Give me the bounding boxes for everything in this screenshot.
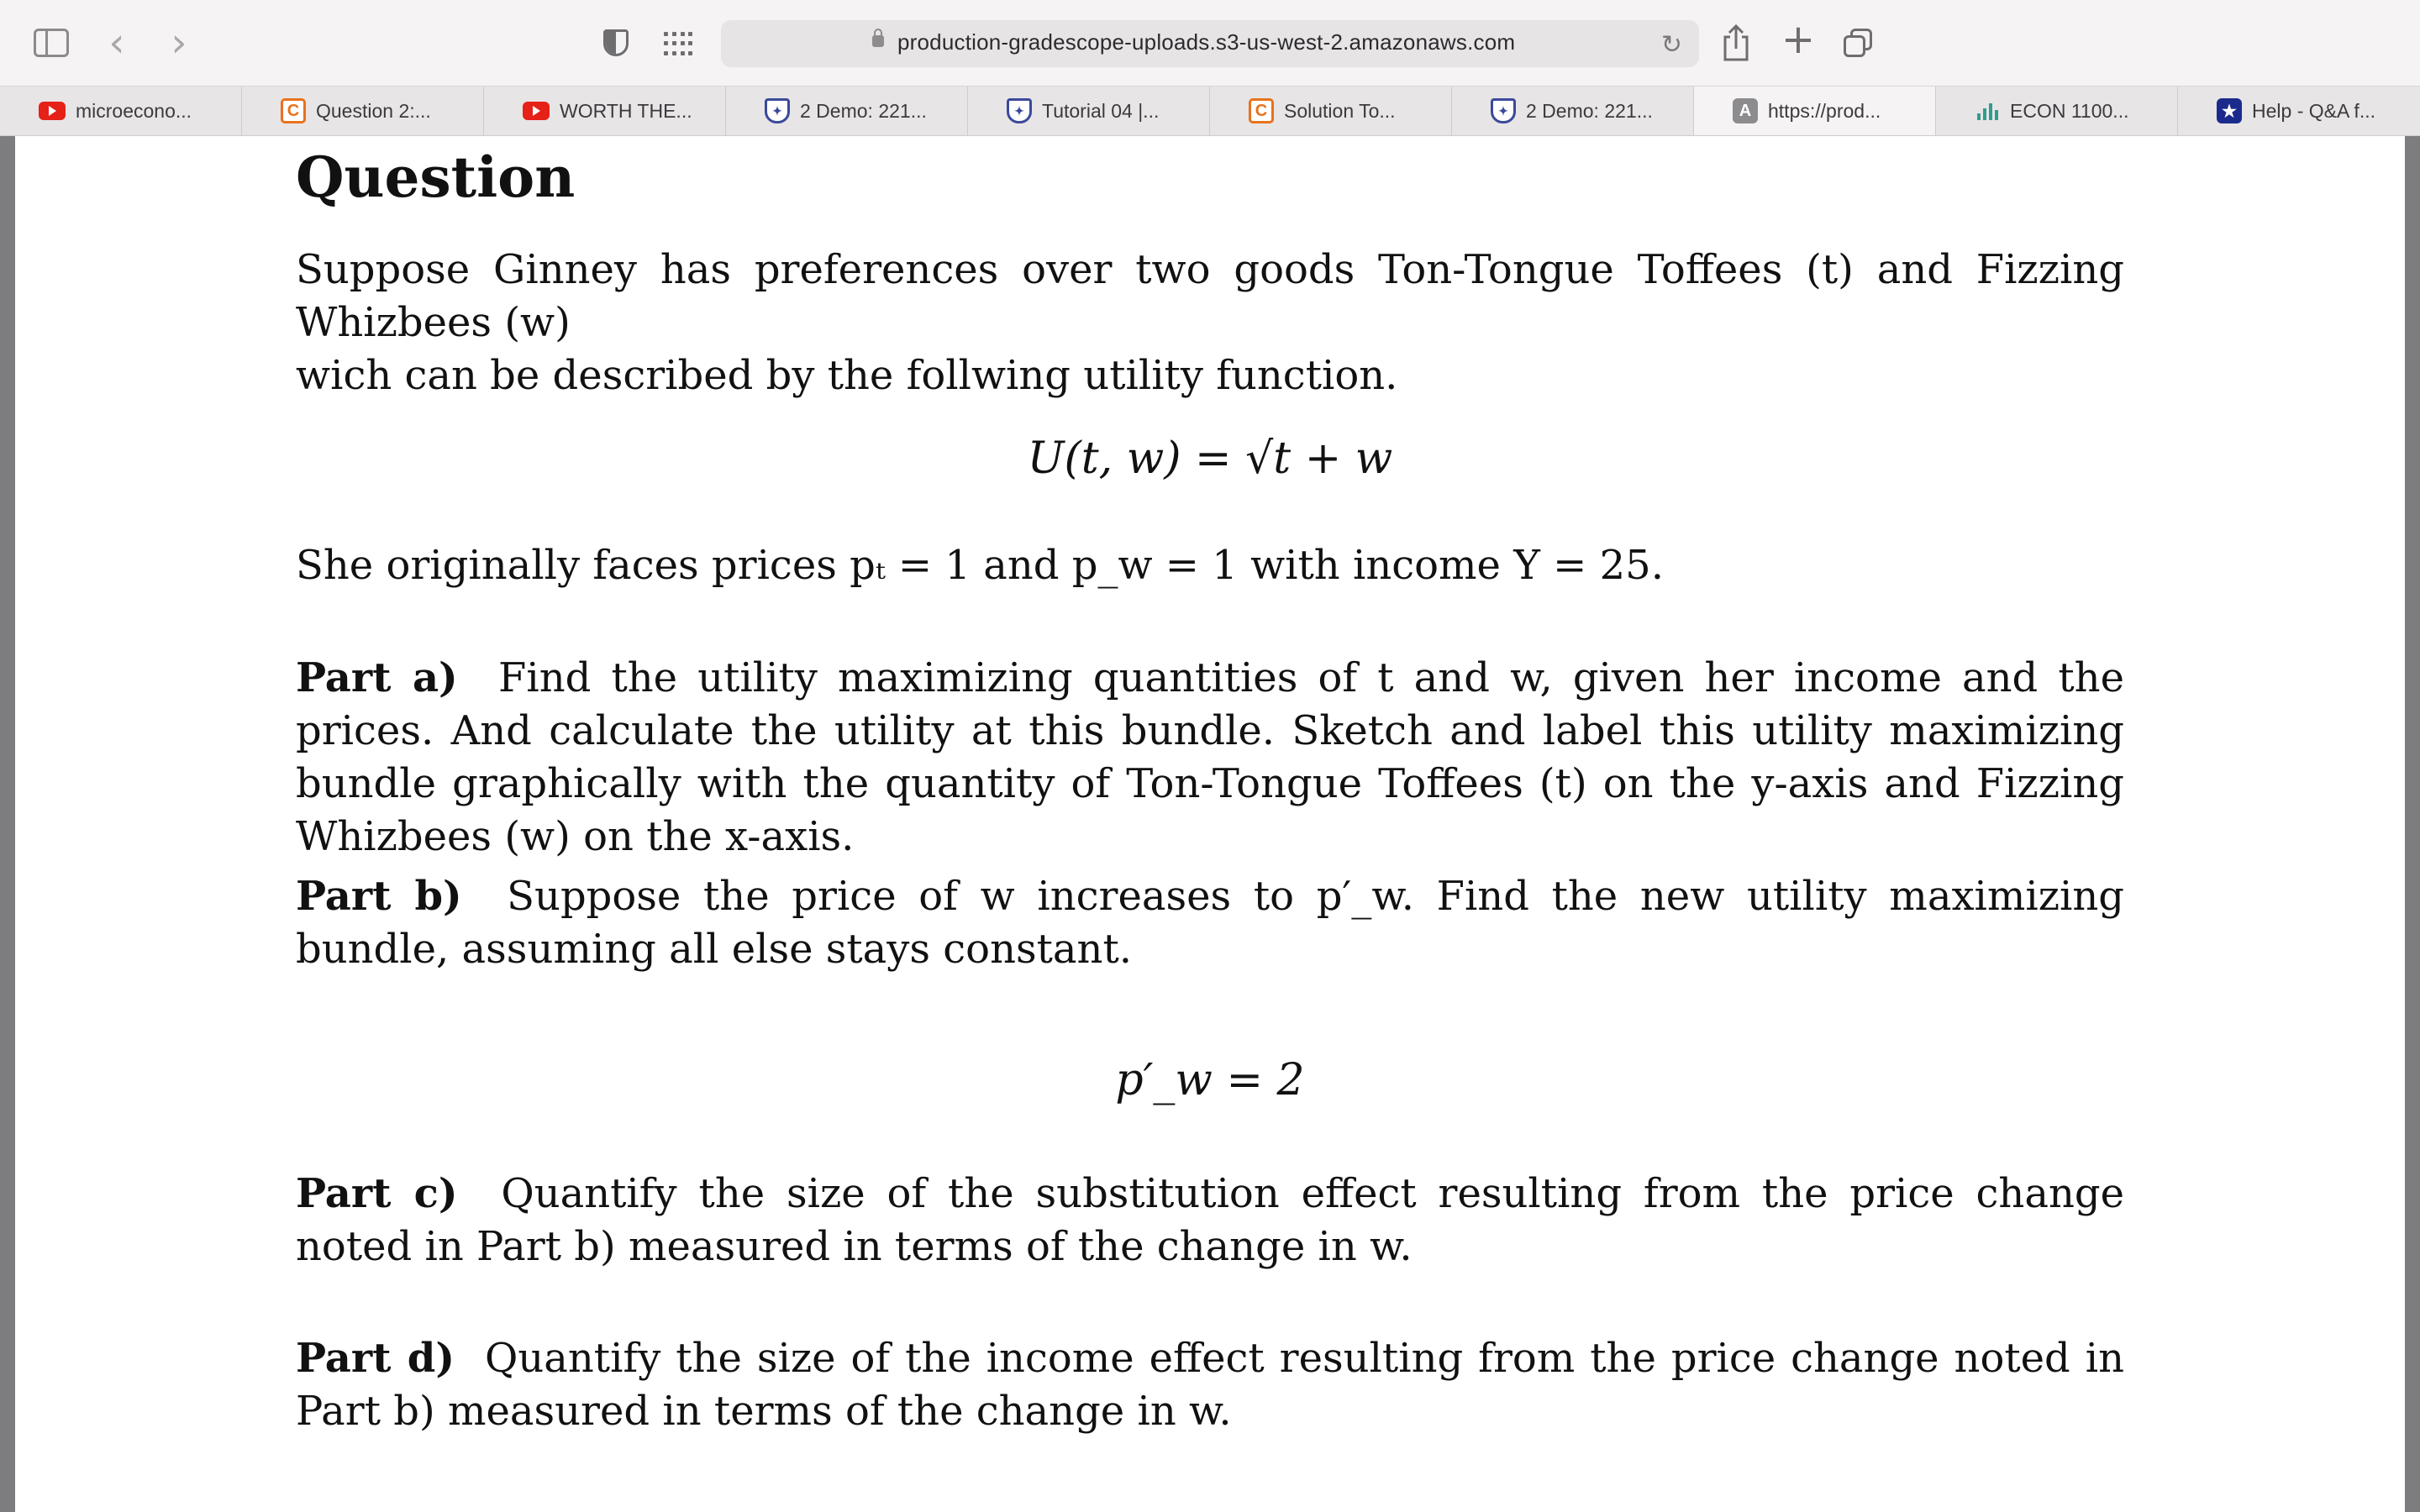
tab-label: ECON 1100... <box>2010 99 2129 122</box>
tab-item[interactable] <box>242 87 484 135</box>
tab-label: 2 Demo: 221... <box>800 99 927 122</box>
part-a-paragraph <box>296 652 2124 864</box>
tab-label: WORTH THE... <box>560 99 692 122</box>
privacy-shield-icon[interactable] <box>603 29 629 56</box>
tab-label: Question 2:... <box>316 99 431 122</box>
start-page-grid-icon[interactable] <box>664 30 694 57</box>
tab-label: Help - Q&A f... <box>2252 99 2375 122</box>
tab-item[interactable] <box>1936 87 2178 135</box>
crest-icon: ✦ <box>765 98 790 123</box>
sidebar-toggle-icon[interactable] <box>34 29 69 57</box>
youtube-icon <box>523 102 550 120</box>
address-bar[interactable] <box>721 20 1699 67</box>
tab-item[interactable] <box>1452 87 1694 135</box>
tab-label: Tutorial 04 |... <box>1042 99 1160 122</box>
tab-label: Solution To... <box>1284 99 1396 122</box>
price-equation: p′_w = 2 <box>1115 1055 1305 1105</box>
reload-icon[interactable]: ↻ <box>1660 30 1682 60</box>
star-icon: ★ <box>2217 98 2242 123</box>
bar-chart-icon <box>1975 98 2000 123</box>
c-logo-icon: C <box>281 98 306 123</box>
tab-item-active[interactable] <box>1694 87 1936 135</box>
page-title: Question <box>296 144 576 210</box>
crest-icon: ✦ <box>1007 98 1032 123</box>
tab-label: https://prod... <box>1768 99 1881 122</box>
tab-label: microecono... <box>76 99 192 122</box>
intro-line: Suppose Ginney has preferences over two goods Ton-Tongue Toffees (t) and Fizzing Whizbees (w) <box>296 246 2124 346</box>
crest-icon: ✦ <box>1491 98 1516 123</box>
intro-paragraph <box>296 244 2124 402</box>
part-d-paragraph <box>296 1332 2124 1438</box>
tab-item[interactable] <box>1210 87 1452 135</box>
share-icon[interactable] <box>1721 24 1751 62</box>
youtube-icon <box>39 102 66 120</box>
tab-label: 2 Demo: 221... <box>1526 99 1653 122</box>
new-tab-icon[interactable]: + <box>1781 16 1816 63</box>
back-icon[interactable]: ‹ <box>108 19 125 66</box>
part-b-label: Part b) <box>296 873 462 920</box>
tab-item[interactable] <box>0 87 242 135</box>
part-c-paragraph <box>296 1168 2124 1273</box>
address-url: production-gradescope-uploads.s3-us-west-2.amazonaws.com <box>897 29 1516 55</box>
tab-item[interactable] <box>2178 87 2420 135</box>
scroll-edge-right <box>2405 136 2420 1512</box>
part-c-label: Part c) <box>296 1170 458 1217</box>
browser-toolbar <box>0 0 2420 86</box>
part-d-text: Quantify the size of the income effect resulting from the price change noted in Part b) measured in terms of the change in w. <box>296 1335 2125 1435</box>
part-a-text: Find the utility maximizing quantities of t and w, given her income and the prices. And calculate the utility at this bundle. Sketch and label this utility maximizing bundle graphically with the quantity of Ton-Tongue Toffees (t) on the y-axis and Fizzing Whizbees (w) on the x-axis. <box>296 654 2124 860</box>
tab-item[interactable] <box>726 87 968 135</box>
tab-overview-icon[interactable] <box>1844 29 1872 57</box>
intro-line: wich can be described by the follwing utility function. <box>296 352 1398 399</box>
a-letter-icon: A <box>1733 98 1758 123</box>
tab-bar <box>0 86 2420 136</box>
part-b-paragraph <box>296 870 2124 976</box>
part-a-label: Part a) <box>296 654 458 701</box>
forward-icon[interactable]: › <box>171 19 187 66</box>
part-d-label: Part d) <box>296 1335 455 1382</box>
part-c-text: Quantify the size of the substitution effect resulting from the price change noted in Part b) measured in terms of the change in w. <box>296 1170 2125 1270</box>
prices-paragraph: She originally faces prices pₜ = 1 and p_w = 1 with income Y = 25. <box>296 542 1664 589</box>
lock-icon <box>872 35 884 47</box>
scroll-edge-left <box>0 136 15 1512</box>
utility-equation: U(t, w) = √t + w <box>1027 433 1393 484</box>
c-logo-icon: C <box>1249 98 1274 123</box>
part-b-text: Suppose the price of w increases to p′_w. Find the new utility maximizing bundle, assuming all else stays constant. <box>296 873 2125 973</box>
tab-item[interactable] <box>484 87 726 135</box>
tab-item[interactable] <box>968 87 1210 135</box>
